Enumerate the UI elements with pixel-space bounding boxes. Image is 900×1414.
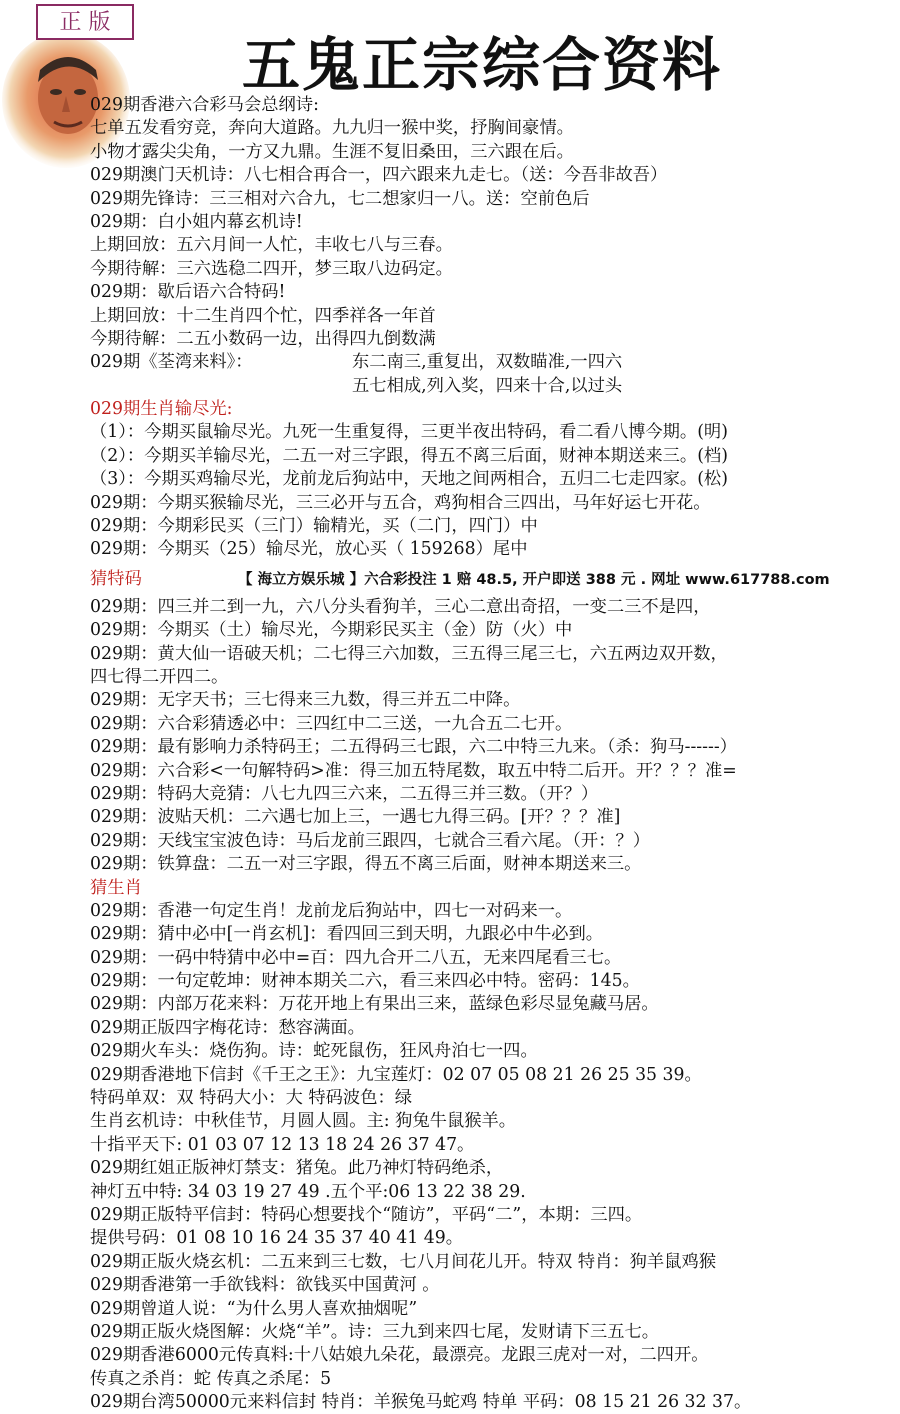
text-line: 029期：六合彩猜透必中：三四红中二三送，一九合五二七开。	[90, 713, 573, 734]
text-line: 029期先锋诗：三三相对六合九，七二想家归一八。送：空前色后	[90, 188, 590, 209]
text-line: 029期：白小姐内幕玄机诗!	[90, 211, 303, 232]
text-line: 029期台湾50000元来料信封 特肖：羊猴兔马蛇鸡 特单 平码：08 15 21 26 32 37。	[90, 1392, 752, 1413]
text-line: 上期回放：五六月间一人忙，丰收七八与三春。	[90, 235, 453, 256]
text-line: 特码单双：双 特码大小：大 特码波色：绿	[90, 1088, 413, 1109]
quan-wan-verse-2: 五七相成,列入奖，四来十合,以过头	[352, 375, 623, 396]
text-line: 七单五发看穷竞，奔向大道路。九九归一猴中奖，抒胸间豪情。	[90, 118, 574, 139]
section-title-shengxiao: 029期生肖输尽光:	[90, 399, 233, 420]
text-line: 029期正版火烧玄机：二五来到三七数，七八月间花儿开。特双 特肖：狗羊鼠鸡猴	[90, 1251, 717, 1272]
text-line: 029期：天线宝宝波色诗：马后龙前三跟四，七就合三看六尾。（开：？）	[90, 830, 651, 851]
text-line: 029期：铁算盘：二五一对三字跟，得五不离三后面，财神本期送来三。	[90, 854, 642, 875]
text-line: 提供号码：01 08 10 16 24 35 37 40 41 49。	[90, 1228, 464, 1249]
text-line: 029期正版四字梅花诗：愁容满面。	[90, 1017, 365, 1038]
text-line: 029期：四三并二到一九，六八分头看狗羊，三心二意出奇招，一变二三不是四，	[90, 596, 711, 617]
text-line: （2）：今期买羊输尽光，二五一对三字跟，得五不离三后面，财神本期送来三。(档)	[90, 445, 728, 466]
text-line: 029期：今期买（土）输尽光，今期彩民买主（金）防（火）中	[90, 620, 573, 641]
text-line: 029期香港第一手欲钱料：欲钱买中国黄河 。	[90, 1275, 440, 1296]
quan-wan-label: 029期《荃湾来料》：	[90, 352, 253, 373]
text-line: 029期：今期彩民买（三门）输精光，买（二门，四门）中	[90, 516, 538, 537]
quan-wan-verse-1: 东二南三,重复出，双数瞄准,一四六	[352, 352, 623, 373]
text-line: 029期：最有影响力杀特码王；二五得码三七跟，六二中特三九来。（杀：狗马------）	[90, 737, 737, 758]
content-body	[0, 94, 900, 1414]
section-title-cai-shengxiao: 猜生肖	[90, 877, 142, 898]
text-line: （1）：今期买鼠输尽光。九死一生重复得，三更半夜出特码，看二看八博今期。(明)	[90, 422, 728, 443]
text-line: 029期正版特平信封：特码心想要找个“随访”，平码“二”，本期：三四。	[90, 1204, 643, 1225]
section-header-tema	[0, 562, 900, 596]
text-line: （3）：今期买鸡输尽光，龙前龙后狗站中，天地之间两相合，五归二七走四家。(松)	[90, 469, 728, 490]
text-line: 029期正版火烧图解：火烧“羊”。诗：三九到来四七尾，发财请下三五七。	[90, 1321, 660, 1342]
text-line: 029期曾道人说：“为什么男人喜欢抽烟呢”	[90, 1298, 418, 1319]
text-line: 029期：波贴天机：二六遇七加上三，一遇七九得三码。[开？？？准]	[90, 807, 621, 828]
text-line: 029期：今期买猴输尽光，三三必开与五合，鸡狗相合三四出，马年好运七开花。	[90, 492, 711, 513]
text-line: 029期：黄大仙一语破天机；二七得三六加数，三五得三尾三七，六五两边双开数，	[90, 643, 728, 664]
text-line: 029期：猜中必中[一肖玄机]：看四回三到天明，九跟必中牛必到。	[90, 924, 604, 945]
text-line: 生肖玄机诗：中秋佳节，月圆人圆。主: 狗兔牛鼠猴羊。	[90, 1111, 517, 1132]
section-title-tema: 猜特码	[90, 568, 142, 589]
quan-wan-line-1	[0, 351, 900, 374]
text-line: 029期：一句定乾坤：财神本期关二六，看三来四必中特。密码：145。	[90, 971, 640, 992]
text-line: 029期：香港一句定生肖！龙前龙后狗站中，四七一对码来一。	[90, 900, 573, 921]
ad-banner[interactable]: 【 海立方娱乐城 】六合彩投注 1 赔 48.5, 开户即送 388 元 . 网址 www.617788.com	[238, 571, 830, 588]
text-line: 029期香港六合彩马会总纲诗:	[90, 95, 319, 115]
text-line: 传真之杀肖：蛇 传真之杀尾：5	[90, 1368, 332, 1389]
text-line: 四七得二开四二。	[90, 666, 229, 687]
text-line: 029期香港地下信封《千王之王》：九宝莲灯：02 07 05 08 21 26 25 35 39。	[90, 1064, 702, 1085]
text-line: 十指平天下: 01 03 07 12 13 18 24 26 37 47。	[90, 1134, 475, 1155]
text-line: 029期：今期买（25）输尽光，放心买（ 159268）尾中	[90, 539, 528, 560]
text-line: 小物才露尖尖角，一方又九鼎。生涯不复旧桑田，三六跟在后。	[90, 141, 574, 162]
page-title: 五鬼正宗综合资料	[242, 31, 723, 99]
text-line: 029期红姐正版神灯禁支：猪兔。此乃神灯特码绝杀，	[90, 1158, 504, 1179]
text-line: 029期火车头：烧伤狗。诗：蛇死鼠伤，狂风舟泊七一四。	[90, 1041, 538, 1062]
text-line: 029期：特码大竞猜：八七九四三六来，二五得三并三数。（开？）	[90, 783, 599, 804]
text-line: 029期澳门天机诗：八七相合再合一，四六跟来九走七。（送：今吾非故吾）	[90, 165, 668, 186]
text-line: 029期香港6000元传真料:十八姑娘九朵花，最漂亮。龙跟三虎对一对，二四开。	[90, 1345, 709, 1366]
text-line: 029期：无字天书；三七得来三九数，得三并五二中降。	[90, 690, 521, 711]
text-line: 029期：内部万花来料：万花开地上有果出三来，蓝绿色彩尽显兔藏马居。	[90, 994, 659, 1015]
text-line: 029期：歇后语六合特码!	[90, 282, 286, 303]
quan-wan-line-2	[0, 375, 900, 398]
text-line: 今期待解：三六选稳二四开，梦三取八边码定。	[90, 258, 453, 279]
text-line: 上期回放：十二生肖四个忙，四季祥各一年首	[90, 305, 436, 326]
text-line: 神灯五中特: 34 03 19 27 49 .五个平:06 13 22 38 29.	[90, 1181, 526, 1202]
text-line: 今期待解：二五小数码一边，出得四九倒数满	[90, 328, 436, 349]
text-line: 029期：六合彩<一句解特码>准：得三加五特尾数，取五中特二后开。开？？？准=	[90, 760, 737, 781]
text-line: 029期：一码中特猜中必中=百：四九合开二八五，无来四尾看三七。	[90, 947, 622, 968]
zhengban-badge: 正 版	[36, 4, 134, 40]
